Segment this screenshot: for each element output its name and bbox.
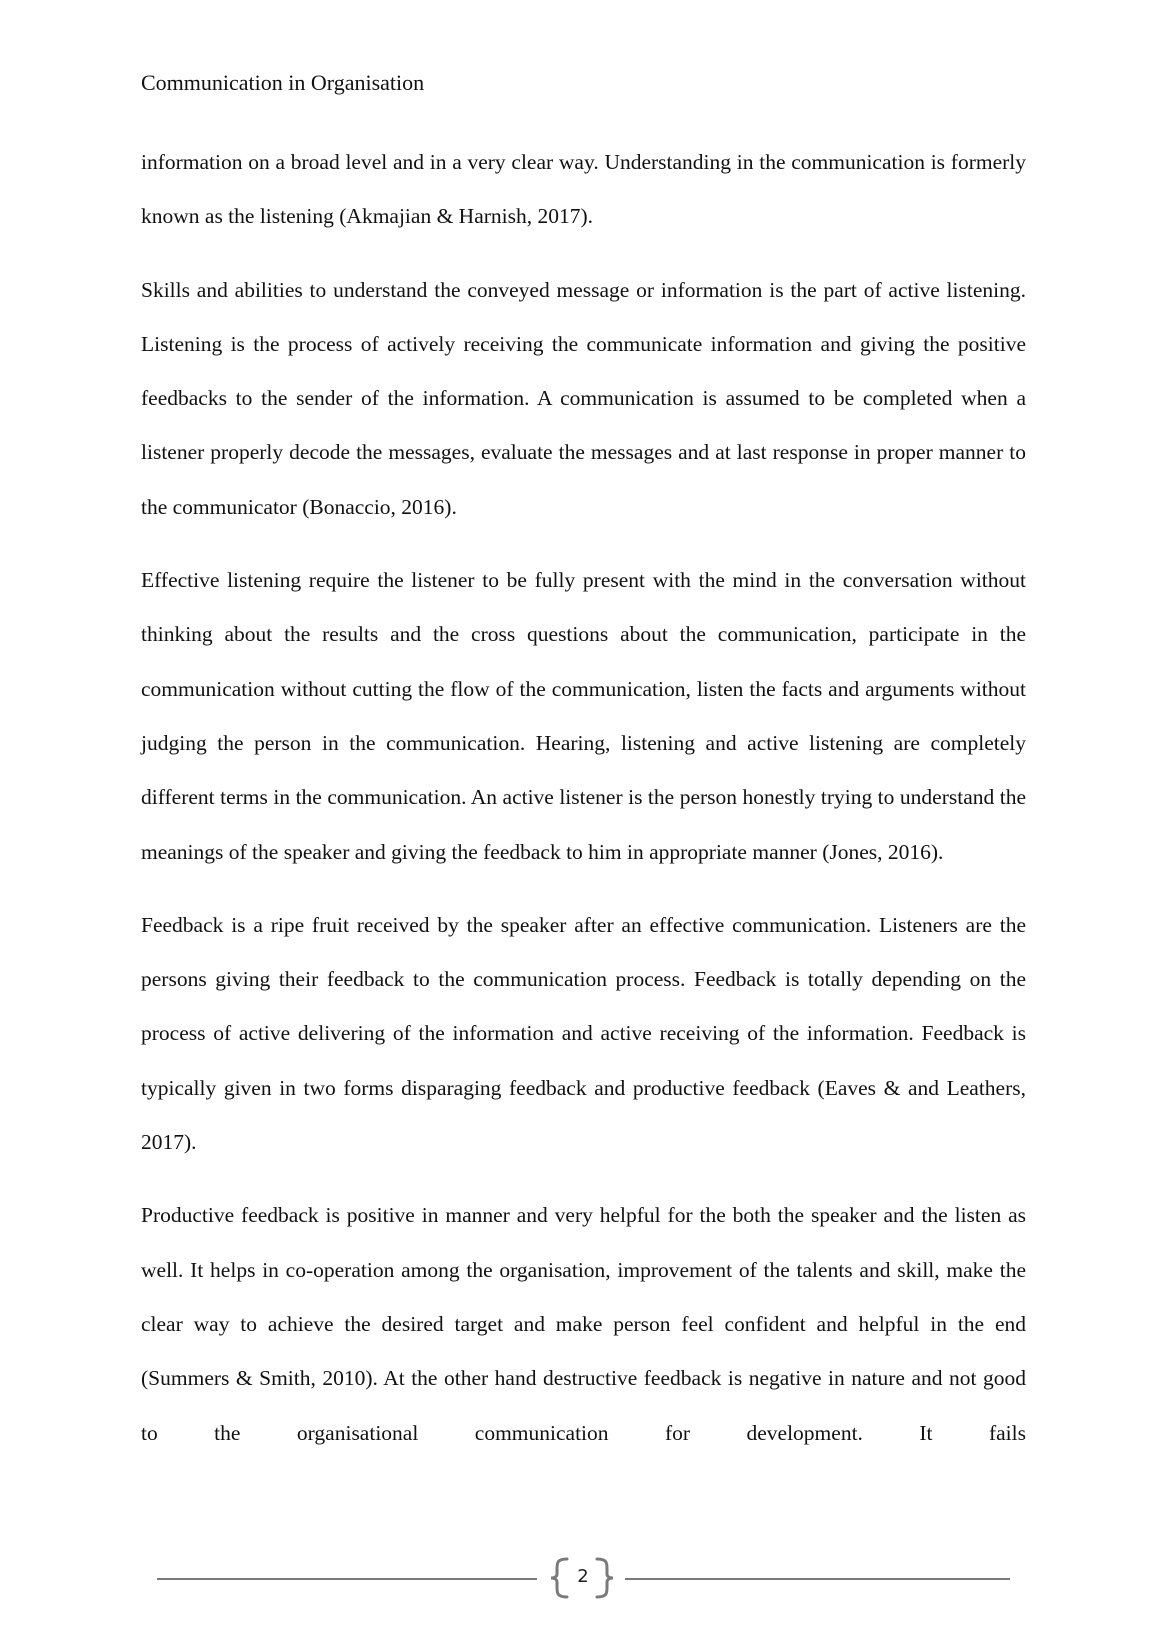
paragraph-5: Productive feedback is positive in manner and very helpful for the both the speaker and the listen as well. It helps in co-operation among the organisation, improvement of the talents and skill, make the clear way to achieve the desired target and make person feel confident and helpful in the end (Summers & Smith, 2010). At the other hand destructive feedback is negative in nature and not good to the organisational communication for development. It fails [141,1203,1026,1445]
paragraph-1: information on a broad level and in a very clear way. Understanding in the communication is formerly known as the listening (Akmajian & Harnish, 2017). [141,150,1026,229]
paragraph-3: Effective listening require the listener to be fully present with the mind in the conversation without thinking about the results and the cross questions about the communication, participate in the communication without cutting the flow of the communication, listen the facts and arguments without judging the person in the communication. Hearing, listening and active listening are completely different terms in the communication. An active listener is the person honestly trying to understand the meanings of the speaker and giving the feedback to him in appropriate manner (Jones, 2016). [141,568,1026,864]
page-number: 2 [577,1566,589,1587]
body-text [141,135,1026,1479]
footer-rule-left [157,1578,537,1580]
running-header-title: Communication in Organisation [141,70,425,95]
footer-rule-right [625,1578,1010,1580]
paragraph-2: Skills and abilities to understand the conveyed message or information is the part of active listening. Listening is the process of actively receiving the communicate information and giving the positive feedbacks to the sender of the information. A communication is assumed to be completed when a listener properly decode the messages, evaluate the messages and at last response in proper manner to the communicator (Bonaccio, 2016). [141,277,1026,519]
page-footer [157,1555,1010,1601]
paragraph-4: Feedback is a ripe fruit received by the speaker after an effective communication. Listeners are the persons giving their feedback to the communication process. Feedback is totally depending on the process of active delivering of the information and active receiving of the information. Feedback is typically given in two forms disparaging feedback and productive feedback (Eaves & and Leathers, 2017). [141,912,1026,1155]
right-brace-icon [587,1557,627,1599]
